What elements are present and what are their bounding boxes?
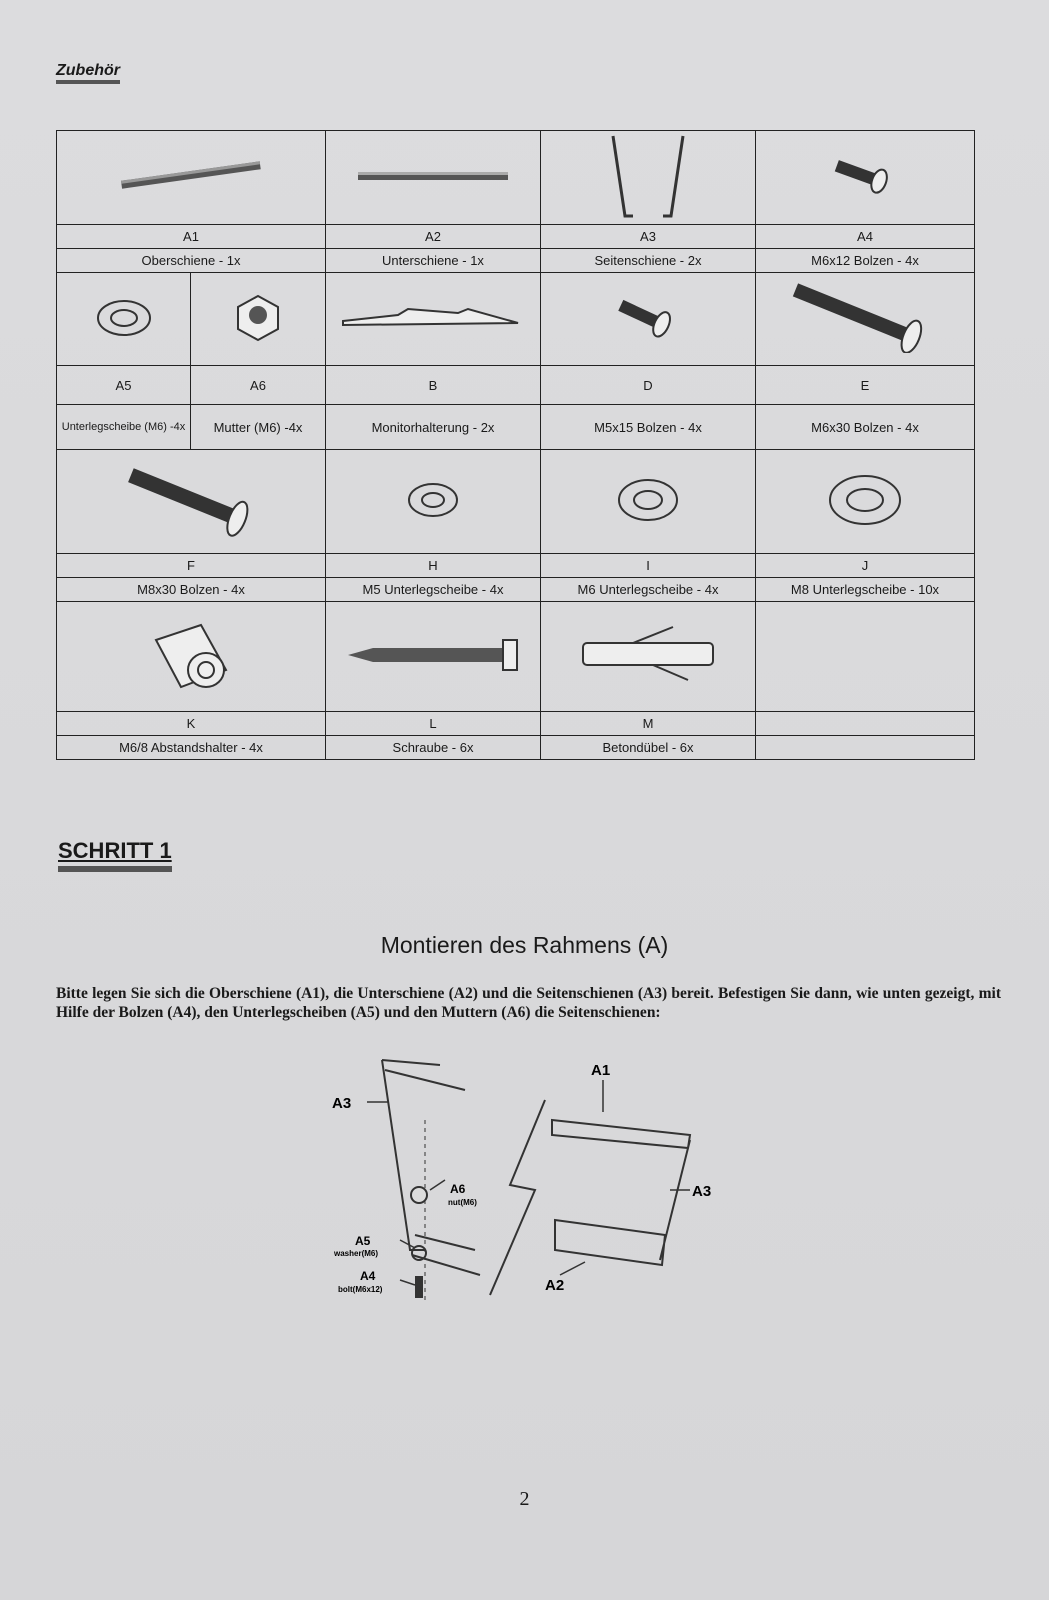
part-id: A5 — [57, 366, 191, 405]
part-desc: Seitenschiene - 2x — [541, 249, 756, 273]
part-id: A6 — [191, 366, 326, 405]
part-id: E — [756, 366, 975, 405]
nut-icon — [191, 273, 326, 366]
spacer-icon — [57, 602, 326, 712]
label-a6: A6 — [450, 1182, 466, 1196]
part-id: B — [326, 366, 541, 405]
part-desc: Oberschiene - 1x — [57, 249, 326, 273]
step-instructions: Bitte legen Sie sich die Oberschiene (A1), die Unterschiene (A2) und die Seitenschienen (A3) bereit. Befestigen Sie dann, wie unten gezeigt, mit Hilfe der Bolzen (A4), den Unterlegscheiben (A5) und den Muttern (A6) die Seitenschienen: — [56, 985, 1001, 1021]
wall-plug-icon — [541, 602, 756, 712]
label-a5: A5 — [355, 1234, 371, 1248]
part-desc: M6x12 Bolzen - 4x — [756, 249, 975, 273]
monitor-bracket-icon — [326, 273, 541, 366]
label-a3-left: A3 — [332, 1095, 352, 1112]
part-id: A2 — [326, 225, 541, 249]
part-id: I — [541, 554, 756, 578]
label-a1: A1 — [591, 1062, 611, 1079]
empty-cell — [756, 602, 975, 712]
part-id: L — [326, 712, 541, 736]
part-id: A3 — [541, 225, 756, 249]
section-title: Zubehör — [56, 62, 120, 84]
bottom-rail-icon — [326, 131, 541, 225]
part-id: K — [57, 712, 326, 736]
part-desc: M5 Unterlegscheibe - 4x — [326, 578, 541, 602]
side-rail-icon — [541, 131, 756, 225]
label-a2: A2 — [545, 1277, 565, 1294]
part-desc: Unterlegscheibe (M6) -4x — [57, 405, 191, 450]
label-a5-sub: washer(M6) — [334, 1249, 379, 1258]
bolt-icon — [57, 450, 326, 554]
washer-icon — [326, 450, 541, 554]
label-a4: A4 — [360, 1269, 376, 1283]
part-id: F — [57, 554, 326, 578]
part-desc: Monitorhalterung - 2x — [326, 405, 541, 450]
label-a3-right: A3 — [692, 1183, 712, 1200]
label-a6-sub: nut(M6) — [448, 1198, 477, 1207]
screw-icon — [326, 602, 541, 712]
part-desc: M5x15 Bolzen - 4x — [541, 405, 756, 450]
part-desc: M6x30 Bolzen - 4x — [756, 405, 975, 450]
part-desc: M6 Unterlegscheibe - 4x — [541, 578, 756, 602]
label-a4-sub: bolt(M6x12) — [338, 1285, 383, 1294]
part-desc: Unterschiene - 1x — [326, 249, 541, 273]
bolt-icon — [756, 273, 975, 366]
part-id: A4 — [756, 225, 975, 249]
washer-icon — [756, 450, 975, 554]
washer-icon — [541, 450, 756, 554]
top-rail-icon — [57, 131, 326, 225]
parts-table — [56, 130, 975, 760]
page-number: 2 — [519, 1488, 530, 1510]
part-id: H — [326, 554, 541, 578]
part-desc: Betondübel - 6x — [541, 736, 756, 760]
step-subtitle: Montieren des Rahmens (A) — [380, 932, 669, 958]
frame-assembly-diagram — [320, 1040, 740, 1330]
part-desc: M8x30 Bolzen - 4x — [57, 578, 326, 602]
part-id: D — [541, 366, 756, 405]
part-desc: M8 Unterlegscheibe - 10x — [756, 578, 975, 602]
part-id: J — [756, 554, 975, 578]
part-id: A1 — [57, 225, 326, 249]
empty-cell — [756, 736, 975, 760]
bolt-icon — [541, 273, 756, 366]
washer-icon — [57, 273, 191, 366]
bolt-icon — [756, 131, 975, 225]
empty-cell — [756, 712, 975, 736]
step-title: SCHRITT 1 — [58, 838, 172, 872]
part-desc: M6/8 Abstandshalter - 4x — [57, 736, 326, 760]
part-desc: Mutter (M6) -4x — [191, 405, 326, 450]
part-id: M — [541, 712, 756, 736]
part-desc: Schraube - 6x — [326, 736, 541, 760]
